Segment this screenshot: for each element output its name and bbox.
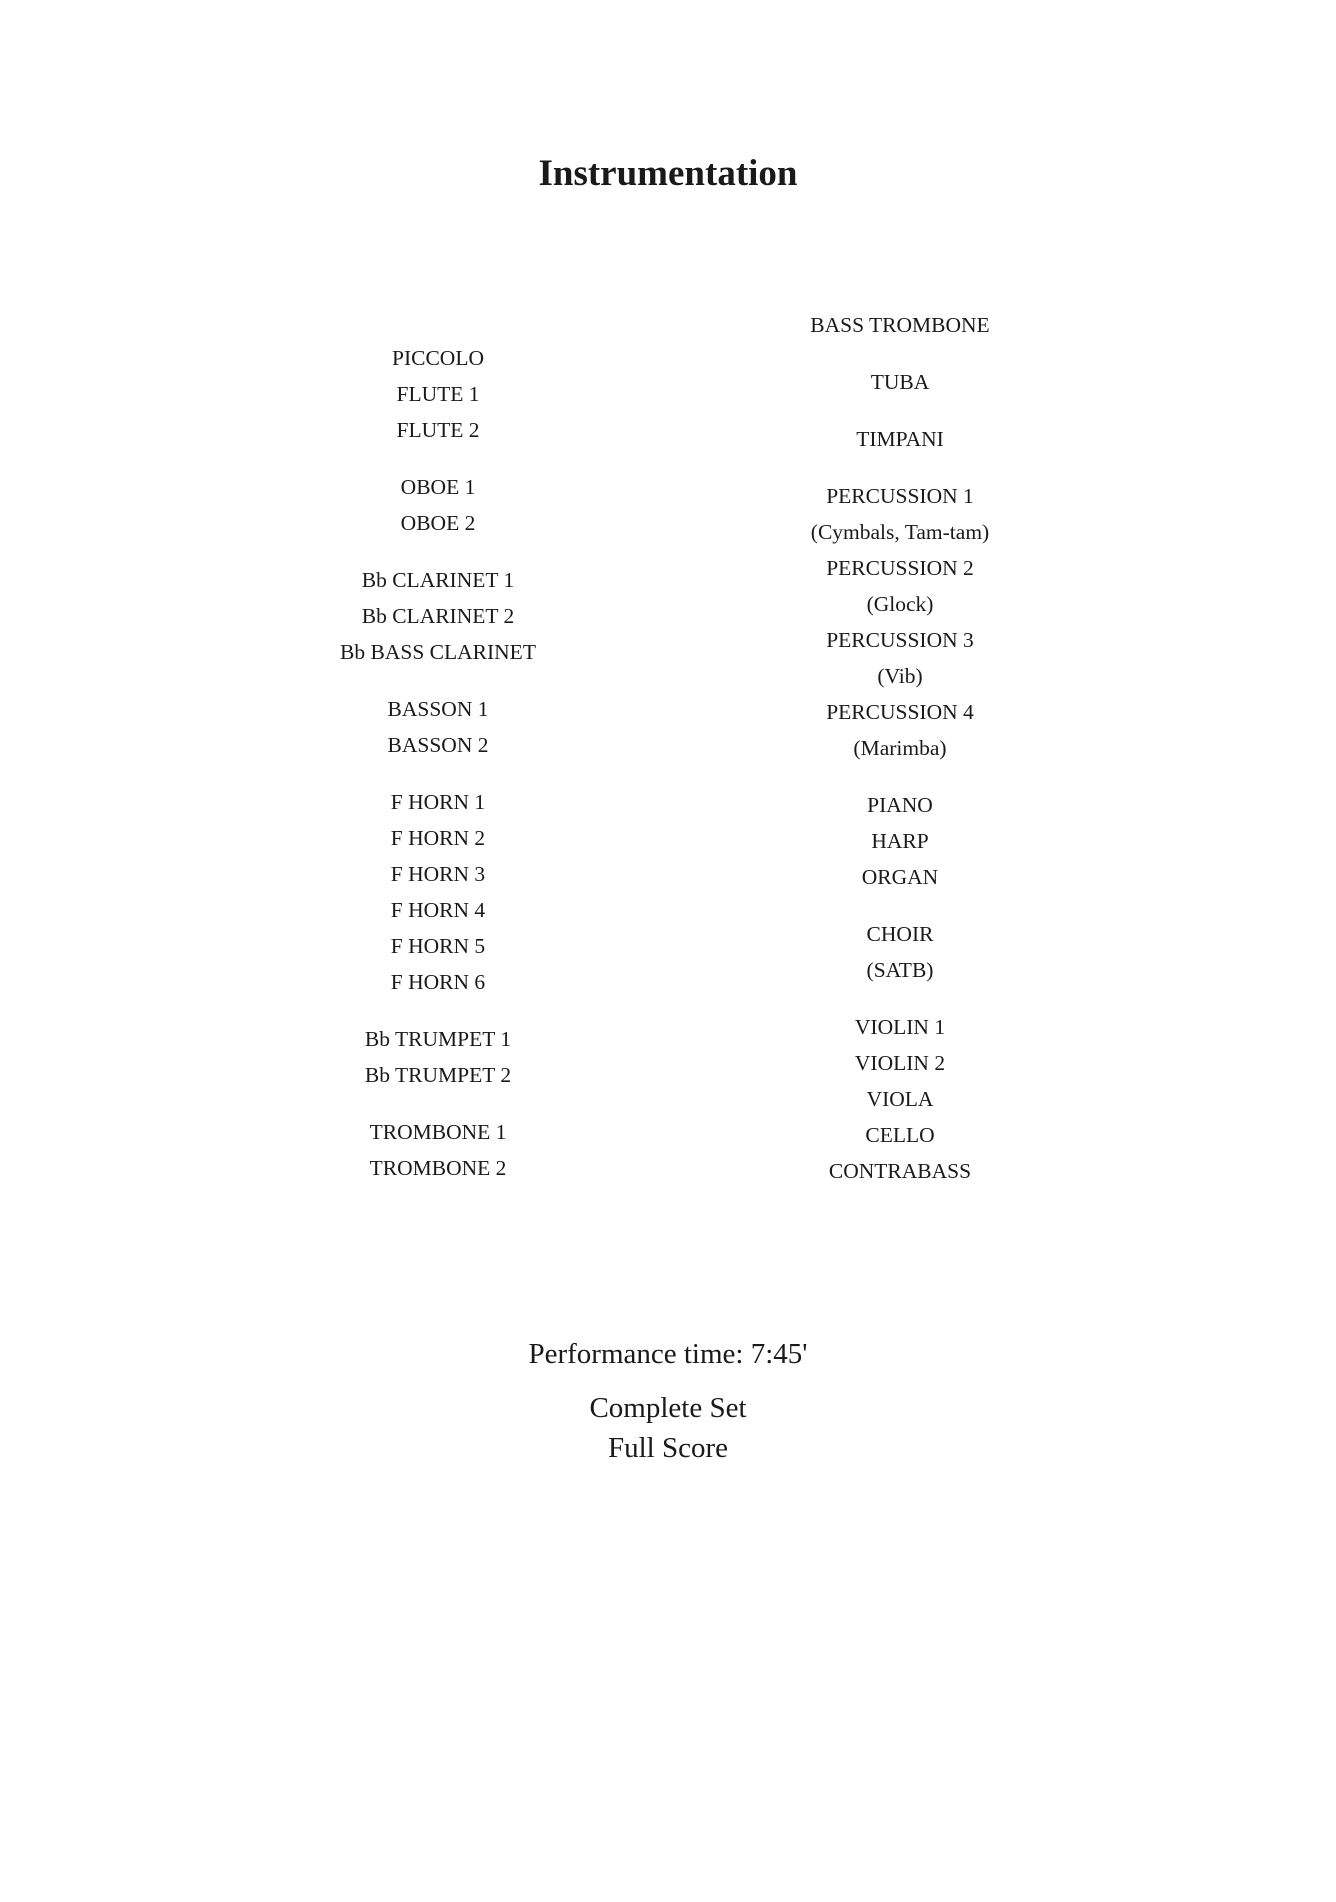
instrument-entry: PERCUSSION 1: [826, 484, 974, 508]
instrument-entry: (SATB): [866, 958, 934, 982]
score-info: [0, 1334, 1336, 1468]
instrument-entry: F HORN 1: [390, 790, 486, 814]
instrument-entry: (Cymbals, Tam-tam): [810, 520, 990, 544]
instrument-entry: (Glock): [866, 592, 934, 616]
instrument-entry: Bb BASS CLARINET: [340, 640, 536, 664]
instrument-entry: VIOLIN 1: [854, 1015, 946, 1039]
instrument-entry: F HORN 6: [390, 970, 486, 994]
instrument-entry: FLUTE 2: [396, 418, 480, 442]
instrument-entry: OBOE 1: [400, 475, 476, 499]
instrument-entry: VIOLA: [866, 1087, 934, 1111]
instrument-entry: PIANO: [867, 793, 933, 817]
instrument-group: [680, 1009, 1120, 1189]
instrument-entry: F HORN 4: [390, 898, 486, 922]
instrument-entry: BASSON 2: [387, 733, 489, 757]
instrument-entry: CHOIR: [866, 922, 934, 946]
instrument-entry: (Vib): [877, 664, 923, 688]
instrument-entry: TUBA: [870, 370, 930, 394]
instrument-entry: PERCUSSION 3: [826, 628, 974, 652]
instrument-group: [218, 1021, 658, 1093]
instrument-entry: BASSON 1: [387, 697, 489, 721]
instrument-entry: Bb CLARINET 1: [361, 568, 515, 592]
instrument-entry: F HORN 5: [390, 934, 486, 958]
instrument-list-left: [218, 340, 658, 1207]
instrument-group: [680, 478, 1120, 766]
instrument-group: [218, 784, 658, 1000]
instrument-entry: CONTRABASS: [828, 1159, 972, 1183]
instrument-group: [680, 916, 1120, 988]
full-score-label: Full Score: [607, 1432, 729, 1464]
instrument-entry: Bb TRUMPET 2: [364, 1063, 512, 1087]
performance-time: Performance time: 7:45': [528, 1338, 808, 1370]
instrument-entry: TROMBONE 1: [369, 1120, 507, 1144]
instrument-group: [218, 340, 658, 448]
instrument-group: [680, 421, 1120, 457]
instrument-list-right: [680, 307, 1120, 1210]
instrument-entry: ORGAN: [861, 865, 939, 889]
instrument-entry: VIOLIN 2: [854, 1051, 946, 1075]
instrument-entry: (Marimba): [853, 736, 947, 760]
instrument-entry: CELLO: [865, 1123, 935, 1147]
instrument-group: [218, 562, 658, 670]
instrument-group: [680, 787, 1120, 895]
instrument-entry: TROMBONE 2: [369, 1156, 507, 1180]
instrument-group: [680, 307, 1120, 343]
instrument-entry: PERCUSSION 4: [826, 700, 974, 724]
instrument-entry: PERCUSSION 2: [826, 556, 974, 580]
instrument-group: [218, 691, 658, 763]
instrument-group: [218, 469, 658, 541]
instrument-group: [218, 1114, 658, 1186]
instrument-entry: F HORN 2: [390, 826, 486, 850]
instrument-entry: HARP: [871, 829, 929, 853]
instrument-entry: FLUTE 1: [396, 382, 480, 406]
page-title: Instrumentation: [538, 153, 798, 194]
instrument-entry: Bb TRUMPET 1: [364, 1027, 512, 1051]
complete-set-label: Complete Set: [589, 1392, 747, 1424]
instrument-group: [680, 364, 1120, 400]
instrument-entry: TIMPANI: [856, 427, 944, 451]
instrument-entry: Bb CLARINET 2: [361, 604, 515, 628]
instrument-entry: BASS TROMBONE: [810, 313, 990, 337]
instrument-entry: PICCOLO: [392, 346, 484, 370]
instrument-entry: F HORN 3: [390, 862, 486, 886]
instrument-entry: OBOE 2: [400, 511, 476, 535]
